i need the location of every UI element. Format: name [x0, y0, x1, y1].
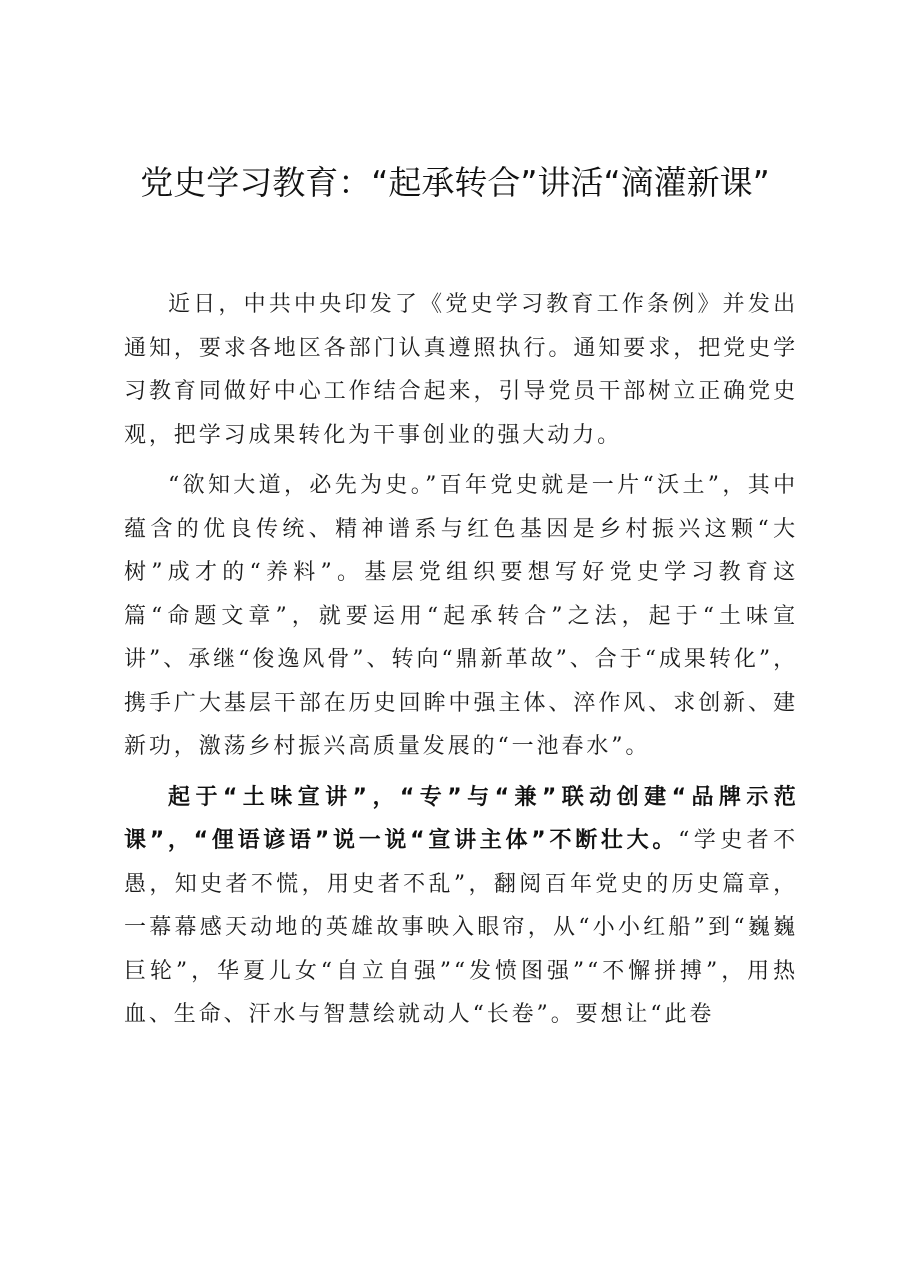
paragraph-2 [124, 464, 798, 769]
paragraph-3-lead: 起于“土味宣讲”，“专”与“兼”联动创建“品牌示范课”，“俚语谚语”说一说“宣讲主体”不断壮大。 [124, 784, 798, 853]
document-title: 党史学习教育：“起承转合”讲活“滴灌新课” [140, 163, 770, 202]
document-body [124, 283, 798, 1044]
paragraph-1-text: 近日，中共中央印发了《党史学习教育工作条例》并发出通知，要求各地区各部门认真遵照执行。通知要求，把党史学习教育同做好中心工作结合起来，引导党员干部树立正确党史观，把学习成果转化为干事创业的强大动力。 [124, 292, 798, 448]
paragraph-1 [124, 283, 798, 457]
paragraph-3-text: “学史者不愚，知史者不慌，用史者不乱”，翻阅百年党史的历史篇章，一幕幕感天动地的英雄故事映入眼帘，从“小小红船”到“巍巍巨轮”，华夏儿女“自立自强”“发愤图强”“不懈拼搏”，用热血、生命、汗水与智慧绘就动人“长卷”。要想让“此卷 [124, 828, 798, 1027]
paragraph-3 [124, 776, 798, 1037]
paragraph-2-text: “欲知大道，必先为史。”百年党史就是一片“沃土”，其中蕴含的优良传统、精神谱系与红色基因是乡村振兴这颗“大树”成才的“养料”。基层党组织要想写好党史学习教育这篇“命题文章”，就要运用“起承转合”之法，起于“土味宣讲”、承继“俊逸风骨”、转向“鼎新革故”、合于“成果转化”，携手广大基层干部在历史回眸中强主体、淬作风、求创新、建新功，激荡乡村振兴高质量发展的“一池春水”。 [124, 473, 798, 759]
